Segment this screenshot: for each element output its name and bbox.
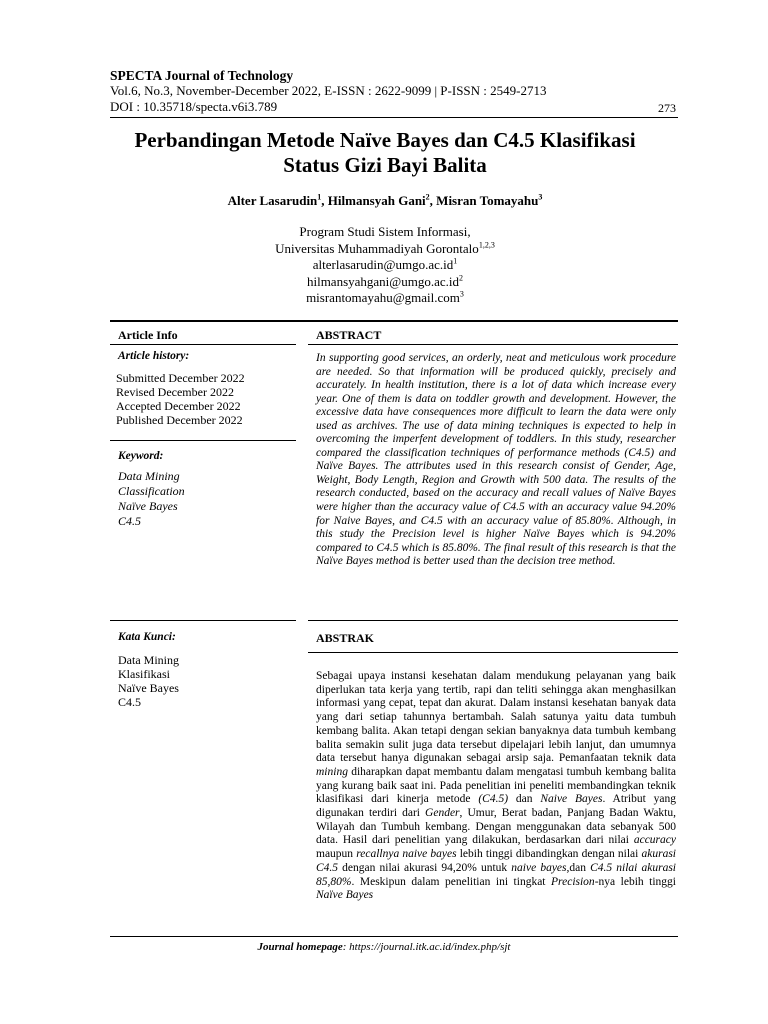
affiliation-block xyxy=(100,224,670,307)
abstract-rule xyxy=(308,344,678,345)
abstrak-paragraph: Sebagai upaya instansi kesehatan dalam mendukung pelayanan yang baik diperlukan tata kerja yang tertib, rapi dan teliti sehingga akan menghasilkan informasi yang cepat, tepat dan akurat. Dalam instansi kesehatan banyak data yang dari setiap tahunnya bertambah. Salah satunya yaitu data tumbuh kembang balita. Akan tetapi dengan sekian banyaknya data tumbuh kembang balita semakin sulit juga data tersebut dipelajari lebih lanjut, dan umumnya data tersebut hanya digunakan sebagai arsip saja. Pemanfaatan teknik data mining diharapkan dapat membantu dalam mengatasi tumbuh kembang balita yang kurang baik saat ini. Pada penelitian ini peneliti membandingkan teknik klasifikasi dari kinerja metode (C4.5) dan Naive Bayes. Atribut yang digunakan terdiri dari Gender, Umur, Berat badan, Panjang Badan Waktu, Wilayah dan Tumbuh kembang. Dengan menggunakan data sebanyak 500 data. Hasil dari penelitian yang dilakukan, berdasarkan dari nilai accuracy maupun recallnya naive bayes lebih tinggi dibandingkan dengan nilai akurasi C4.5 dengan nilai akurasi 94,20% untuk naive bayes,dan C4.5 nilai akurasi 85,80%. Meskipun dalam penelitian ini tingkat Precision-nya lebih tinggi Naïve Bayes xyxy=(316,670,677,902)
program-name: Program Studi Sistem Informasi, xyxy=(299,224,471,239)
author-sup: 2 xyxy=(425,192,430,202)
article-info-heading: Article Info xyxy=(118,328,178,342)
history-item: Submitted December 2022 xyxy=(116,371,245,385)
author-list: Alter Lasarudin$^1$, Hilmansyah Gani$^2$, Misran Tomayahu$^3$ xyxy=(227,192,543,208)
kata-kunci-item: Klasifikasi xyxy=(118,667,170,681)
kata-kunci-item: Naïve Bayes xyxy=(118,681,179,695)
kata-kunci-item: Data Mining xyxy=(118,653,179,667)
author-sup: 3 xyxy=(538,192,543,202)
homepage-link[interactable]: https://journal.itk.ac.id/index.php/sjt xyxy=(349,941,511,953)
keyword-item: Classification xyxy=(118,484,185,498)
kata-kunci-item: C4.5 xyxy=(118,695,142,709)
university-name: Universitas Muhammadiyah Gorontalo xyxy=(275,240,479,256)
keyword-heading: Keyword: xyxy=(118,450,164,462)
footer-rule xyxy=(110,936,678,937)
homepage-label: Journal homepage xyxy=(257,941,343,953)
kata-kunci-list xyxy=(118,653,179,709)
author-name: Alter Lasarudin xyxy=(227,193,318,208)
issue-line: Vol.6, No.3, November-December 2022, E-ISSN : 2622-9099 | P-ISSN : 2549-2713 xyxy=(110,83,547,98)
author-email: misrantomayahu@gmail.com xyxy=(306,290,460,305)
keyword-item: C4.5 xyxy=(118,514,142,528)
article-history-list xyxy=(116,371,245,427)
keyword-list xyxy=(118,469,185,529)
email-sup: 2 xyxy=(459,273,464,283)
kata-kunci-heading: Kata Kunci: xyxy=(118,631,176,643)
doi-line: DOI : 10.35718/specta.v6i3.789 xyxy=(110,99,278,114)
author-email: alterlasarudin@umgo.ac.id xyxy=(312,257,454,272)
history-item: Published December 2022 xyxy=(116,413,243,427)
paper-title xyxy=(100,128,670,178)
email-sup: 1 xyxy=(453,256,458,266)
abstrak-rule xyxy=(308,652,678,653)
abstrak-heading: ABSTRAK xyxy=(316,631,375,645)
title-line: Status Gizi Bayi Balita xyxy=(283,153,487,177)
author-name: Misran Tomayahu xyxy=(436,193,539,208)
header-rule xyxy=(110,117,678,118)
section-divider-right xyxy=(308,620,678,621)
history-item: Revised December 2022 xyxy=(116,385,234,399)
journal-homepage: Journal homepage: https://journal.itk.ac.id/index.php/sjt xyxy=(257,941,511,953)
abstract-paragraph: In supporting good services, an orderly, neat and meticulous work procedure are needed. So that information will be produced quickly, precisely and accurately. In health institution, there is a lot of data which increase every year. One of them is data on toddler growth and development. However, the excessive data have consequences more difficult to learn the data were only used as archives. The use of data mining techniques is expected to help in overcoming the imperfent development of toddlers. In this study, researcher compared the classification techniques of performance methods (C4.5) and Naïve Bayes. The attributes used in this research consist of Gender, Age, Weight, Body Length, Region and Growth with 500 data. The results of the research conducted, based on the accuracy and recall values of Naïve Bayes were higher than the accuracy value of C4.5 with an accuracy value 94.20% for Naive Bayes, and C4.5 with an accuracy value of 85.80%. Although, in this study the Precision level is higher Naïve Bayes which is 94.20% compared to C4.5 which is 85.80%. The final result of this research is that the Naïve Bayes method is better used than the decision tree method. xyxy=(316,352,676,568)
article-info-rule xyxy=(110,344,296,345)
abstrak-text xyxy=(316,670,676,903)
article-history-heading: Article history: xyxy=(118,350,190,362)
university-sup: 1,2,3 xyxy=(478,240,495,250)
author-name: Hilmansyah Gani xyxy=(327,193,426,208)
keyword-item: Naïve Bayes xyxy=(118,499,178,513)
abstract-text xyxy=(316,352,676,569)
page-number: 273 xyxy=(658,101,676,115)
keyword-item: Data Mining xyxy=(118,469,180,483)
section-divider-left xyxy=(110,620,296,621)
history-item: Accepted December 2022 xyxy=(116,399,241,413)
keyword-rule xyxy=(110,440,296,441)
email-sup: 3 xyxy=(459,289,464,299)
journal-name: SPECTA Journal of Technology xyxy=(110,68,294,83)
abstract-heading: ABSTRACT xyxy=(316,328,382,342)
author-sup: 1 xyxy=(317,192,322,202)
info-top-rule xyxy=(110,320,678,322)
author-email: hilmansyahgani@umgo.ac.id xyxy=(306,273,460,289)
title-line: Perbandingan Metode Naïve Bayes dan C4.5 Klasifikasi xyxy=(134,128,636,152)
